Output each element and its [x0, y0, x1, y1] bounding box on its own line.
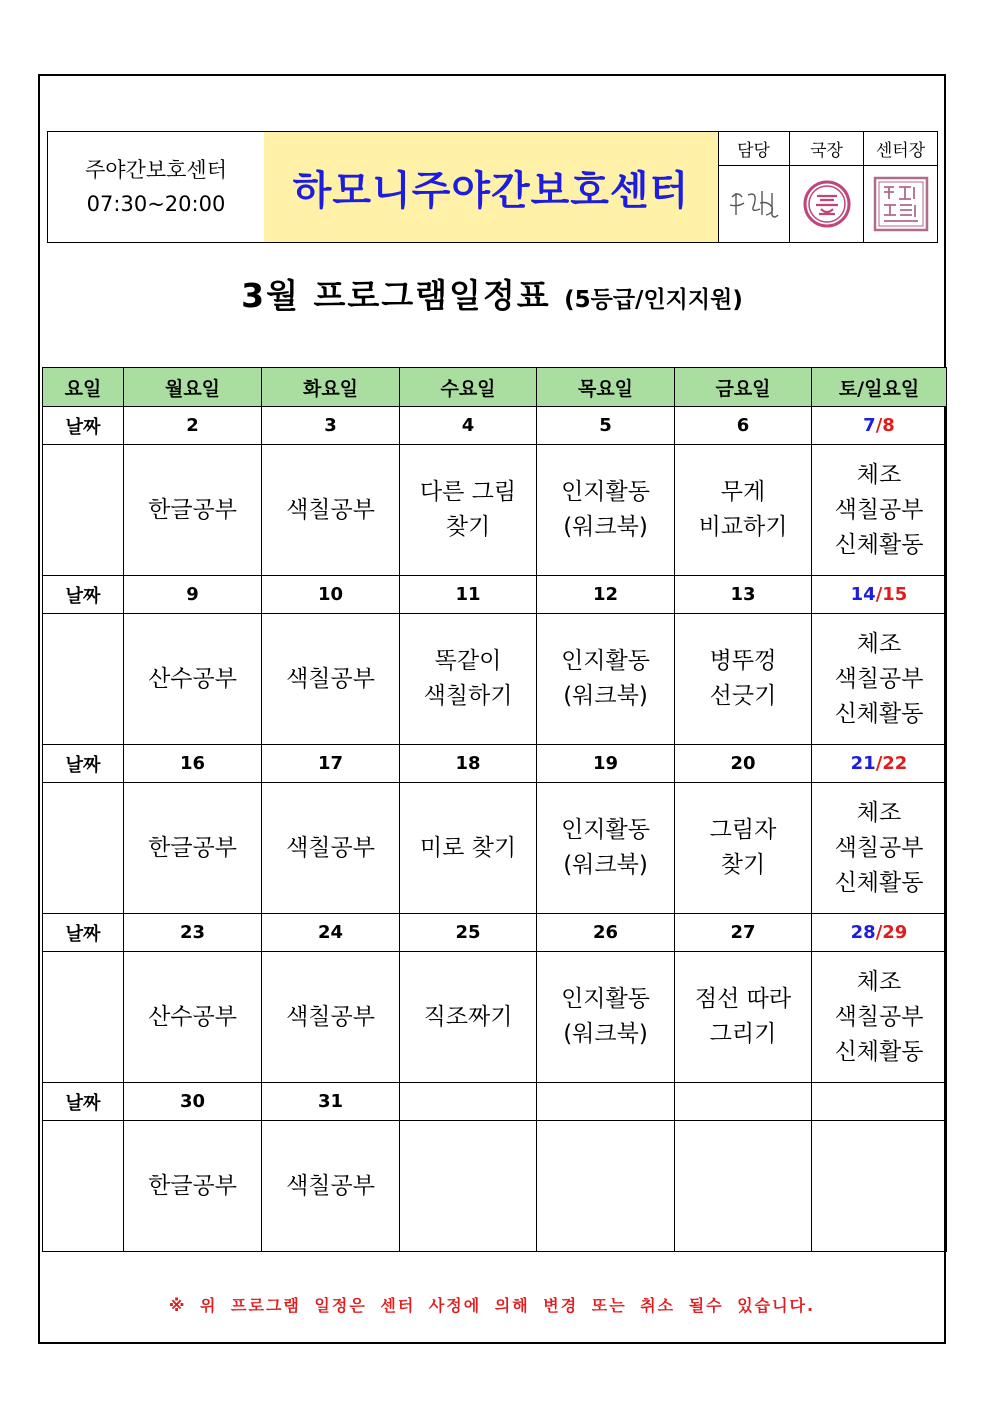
activity-cell	[400, 445, 537, 576]
weekend-date-cell	[812, 1083, 947, 1121]
activity-cell	[124, 783, 262, 914]
sunday-date: 29	[882, 922, 908, 943]
activity-line: 무게	[720, 479, 766, 505]
date-label: 날짜	[43, 745, 124, 783]
date-cell: 13	[675, 576, 812, 614]
head-seal	[864, 166, 937, 242]
activity-line: 체조	[856, 461, 902, 488]
activity-line: 선긋기	[709, 683, 777, 709]
activity-line: 한글공부	[148, 1172, 237, 1199]
activity-cell	[124, 952, 262, 1083]
row-label-blank	[43, 614, 124, 745]
date-row	[43, 1083, 947, 1121]
program-schedule-table	[42, 367, 947, 1252]
date-cell: 3	[262, 407, 400, 445]
date-cell: 27	[675, 914, 812, 952]
date-label: 날짜	[43, 914, 124, 952]
activity-line: 색칠공부	[286, 834, 375, 861]
schedule-notice: ※ 위 프로그램 일정은 센터 사정에 의해 변경 또는 취소 될수 있습니다.	[168, 1296, 816, 1315]
document-header	[47, 131, 938, 243]
date-cell: 16	[124, 745, 262, 783]
activity-cell	[262, 783, 400, 914]
saturday-date: 7	[863, 415, 876, 436]
activity-line: 신체활동	[834, 1038, 924, 1065]
activity-line: 찾기	[720, 852, 766, 878]
activity-line: (워크북)	[563, 514, 648, 540]
activity-line: 색칠공부	[834, 496, 924, 523]
date-cell	[400, 1083, 537, 1121]
round-seal-icon	[802, 179, 852, 229]
activity-line: 다른 그림	[419, 479, 517, 505]
activity-row	[43, 952, 947, 1083]
title-sub: (5등급/인지지원)	[564, 287, 743, 313]
date-cell: 31	[262, 1083, 400, 1121]
activity-line: 신체활동	[834, 531, 924, 558]
activity-line: 병뚜껑	[709, 648, 777, 674]
square-seal-icon	[872, 175, 930, 233]
activity-cell	[537, 445, 675, 576]
date-cell: 5	[537, 407, 675, 445]
activity-cell	[262, 952, 400, 1083]
activity-cell	[812, 783, 947, 914]
page-title	[40, 270, 944, 317]
handwritten-signature	[724, 179, 784, 229]
activity-cell	[537, 783, 675, 914]
column-header: 월요일	[124, 368, 262, 407]
date-separator: /	[875, 922, 883, 943]
weekend-date-cell	[812, 914, 947, 952]
activity-line: 색칠공부	[286, 496, 375, 523]
activity-line: 체조	[856, 799, 902, 826]
activity-line: 똑같이	[434, 648, 502, 674]
activity-cell	[812, 1121, 947, 1252]
activity-line: 찾기	[445, 514, 491, 540]
sunday-date: 22	[882, 753, 908, 774]
activity-line: 체조	[856, 630, 902, 657]
weekday-header-row	[43, 368, 947, 407]
activity-line: 체조	[856, 968, 902, 995]
activity-line: 색칠공부	[834, 834, 924, 861]
column-header: 요일	[43, 368, 124, 407]
center-type: 주야간보호센터	[84, 158, 227, 182]
activity-line: 직조짜기	[423, 1003, 513, 1030]
date-cell: 12	[537, 576, 675, 614]
staff-signature	[718, 166, 789, 242]
activity-row	[43, 1121, 947, 1252]
activity-line: 인지활동	[561, 986, 650, 1012]
activity-cell	[537, 952, 675, 1083]
weekend-date-cell	[812, 407, 947, 445]
activity-line: 산수공부	[148, 665, 237, 692]
activity-cell	[537, 614, 675, 745]
date-row	[43, 745, 947, 783]
date-separator: /	[875, 753, 883, 774]
column-header: 목요일	[537, 368, 675, 407]
activity-cell	[262, 445, 400, 576]
date-cell: 6	[675, 407, 812, 445]
activity-cell	[400, 614, 537, 745]
date-cell: 18	[400, 745, 537, 783]
center-info	[48, 132, 265, 242]
activity-cell	[675, 1121, 812, 1252]
activity-line: 그림자	[709, 817, 777, 843]
activity-line: (워크북)	[563, 852, 648, 878]
activity-cell	[124, 614, 262, 745]
date-cell: 2	[124, 407, 262, 445]
activity-row	[43, 614, 947, 745]
activity-line: (워크북)	[563, 683, 648, 709]
date-separator: /	[875, 584, 883, 605]
approval-label: 국장	[790, 132, 863, 166]
date-separator: /	[875, 415, 883, 436]
activity-cell	[812, 614, 947, 745]
activity-cell	[400, 783, 537, 914]
row-label-blank	[43, 445, 124, 576]
date-cell: 25	[400, 914, 537, 952]
date-label: 날짜	[43, 576, 124, 614]
activity-cell	[262, 1121, 400, 1252]
activity-cell	[675, 614, 812, 745]
column-header: 화요일	[262, 368, 400, 407]
date-cell: 10	[262, 576, 400, 614]
row-label-blank	[43, 1121, 124, 1252]
activity-line: 비교하기	[698, 514, 788, 540]
date-label: 날짜	[43, 407, 124, 445]
activity-line: 색칠공부	[286, 1172, 375, 1199]
activity-line: 색칠공부	[286, 1003, 375, 1030]
activity-line: 인지활동	[561, 479, 650, 505]
activity-line: 한글공부	[148, 496, 237, 523]
activity-cell	[262, 614, 400, 745]
column-header: 토/일요일	[812, 368, 947, 407]
date-cell: 9	[124, 576, 262, 614]
weekend-date-cell	[812, 576, 947, 614]
approval-director	[790, 132, 864, 242]
approval-head	[864, 132, 937, 242]
date-cell	[675, 1083, 812, 1121]
operating-hours: 07:30~20:00	[86, 192, 226, 216]
activity-cell	[124, 1121, 262, 1252]
date-cell: 24	[262, 914, 400, 952]
activity-line: 그리기	[709, 1021, 777, 1047]
activity-line: (워크북)	[563, 1021, 648, 1047]
activity-cell	[812, 952, 947, 1083]
weekend-date-cell	[812, 745, 947, 783]
date-cell: 20	[675, 745, 812, 783]
date-row	[43, 914, 947, 952]
activity-cell	[400, 952, 537, 1083]
date-cell: 11	[400, 576, 537, 614]
activity-cell	[675, 783, 812, 914]
activity-line: 미로 찾기	[419, 834, 517, 861]
activity-cell	[124, 445, 262, 576]
center-name: 하모니주야간보호센터	[264, 132, 719, 242]
activity-row	[43, 783, 947, 914]
activity-line: 신체활동	[834, 700, 924, 727]
sunday-date: 15	[882, 584, 908, 605]
date-cell	[537, 1083, 675, 1121]
activity-cell	[675, 445, 812, 576]
activity-line: 색칠공부	[834, 665, 924, 692]
activity-line: 점선 따라	[694, 986, 792, 1012]
date-cell: 23	[124, 914, 262, 952]
row-label-blank	[43, 952, 124, 1083]
activity-line: 인지활동	[561, 817, 650, 843]
approval-staff	[718, 132, 790, 242]
activity-row	[43, 445, 947, 576]
saturday-date: 14	[850, 584, 876, 605]
date-row	[43, 576, 947, 614]
date-cell: 26	[537, 914, 675, 952]
activity-line: 색칠공부	[286, 665, 375, 692]
saturday-date: 28	[850, 922, 876, 943]
approval-label: 센터장	[864, 132, 937, 166]
activity-line: 신체활동	[834, 869, 924, 896]
activity-line: 색칠하기	[423, 683, 513, 709]
activity-line: 산수공부	[148, 1003, 237, 1030]
director-seal	[790, 166, 863, 242]
activity-cell	[675, 952, 812, 1083]
approval-label: 담당	[718, 132, 789, 166]
activity-line: 한글공부	[148, 834, 237, 861]
activity-cell	[400, 1121, 537, 1252]
date-row	[43, 407, 947, 445]
activity-cell	[537, 1121, 675, 1252]
date-cell: 19	[537, 745, 675, 783]
date-cell: 30	[124, 1083, 262, 1121]
column-header: 수요일	[400, 368, 537, 407]
saturday-date: 21	[850, 753, 876, 774]
date-cell: 4	[400, 407, 537, 445]
column-header: 금요일	[675, 368, 812, 407]
date-label: 날짜	[43, 1083, 124, 1121]
row-label-blank	[43, 783, 124, 914]
title-main: 3월 프로그램일정표	[241, 276, 551, 315]
activity-line: 색칠공부	[834, 1003, 924, 1030]
activity-cell	[812, 445, 947, 576]
sunday-date: 8	[882, 415, 895, 436]
activity-line: 인지활동	[561, 648, 650, 674]
date-cell: 17	[262, 745, 400, 783]
